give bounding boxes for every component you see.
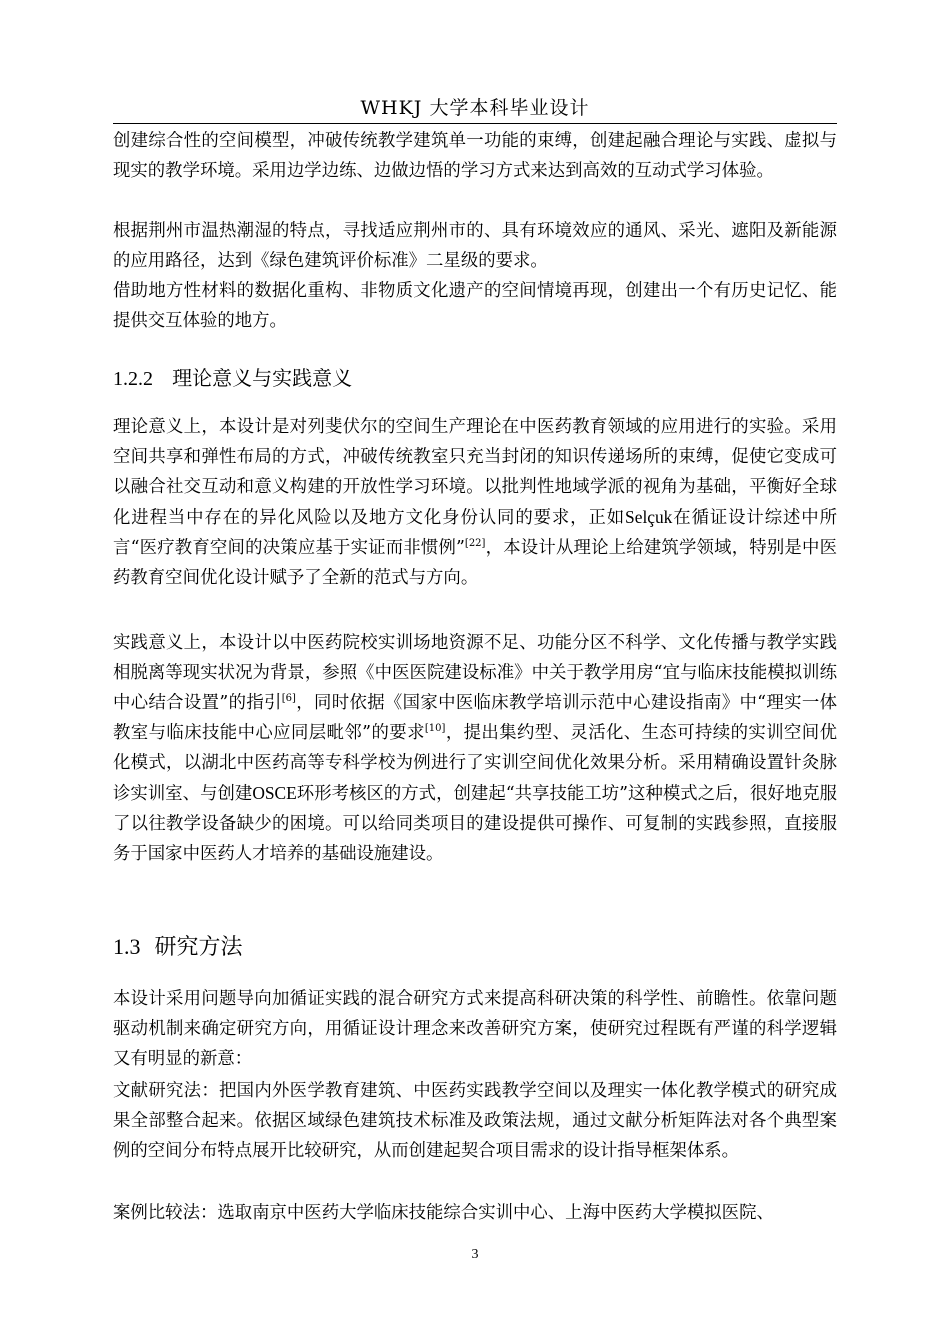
header-divider	[113, 123, 837, 124]
paragraph-goal-culture: 借助地方性材料的数据化重构、非物质文化遗产的空间情境再现，创建出一个有历史记忆、能提供交互体验的地方。	[113, 281, 837, 331]
paragraph-practice-significance	[113, 628, 837, 869]
page-number: 3	[471, 1247, 479, 1262]
citation-22: [22]	[464, 538, 486, 550]
section-title: 理论意义与实践意义	[172, 366, 353, 390]
paragraph-theory-significance	[113, 412, 837, 593]
header-title: WHKJ 大学本科毕业设计	[360, 97, 590, 119]
practice-text-3: ，提出集约型、灵活化、生态可持续的实训空间优化模式，以湖北中医药高等专科学校为例进行了实训空间优化效果分析。采用精确设置针灸脉诊实训室、与创建	[113, 723, 837, 804]
paragraph-goal-climate: 根据荆州市温热潮湿的特点，寻找适应荆州市的、具有环境效应的通风、采光、遮阳及新能源的应用路径，达到《绿色建筑评价标准》二星级的要求。	[113, 221, 837, 271]
paragraph-literature-method: 文献研究法：把国内外医学教育建筑、中医药实践教学空间以及理实一体化教学模式的研究成果全部整合起来。依据区域绿色建筑技术标准及政策法规，通过文献分析矩阵法对各个典型案例的空间分布特点展开比较研究，从而创建起契合项目需求的设计指导框架体系。	[113, 1081, 837, 1161]
paragraph-case-method: 案例比较法：选取南京中医药大学临床技能综合实训中心、上海中医药大学模拟医院、	[113, 1203, 774, 1223]
section-title: 研究方法	[154, 935, 243, 960]
section-heading-1-3	[113, 932, 837, 963]
theory-text-1: 理论意义上，本设计是对列斐伏尔的空间生产理论在中医药教育领域的应用进行的实验。采用空间共享和弹性布局的方式，冲破传统教室只充当封闭的知识传递场所的束缚，促使它变成可以融合社交互动和意义构建的开放性学习环境。以批判性地域学派的视角为基础，平衡好全球化进程当中存在的异化风险以及地方文化身份认同的要求，正如	[113, 417, 837, 528]
practice-text-1: 实践意义上，本设计以中医药院校实训场地资源不足、功能分区不科学、文化传播与教学实践相脱离等现实状况为背景，参照《中医医院建设标准》中关于教学用房“宜与临床技能模拟训练中心结合设置”的指引	[113, 633, 837, 713]
paragraph-method-overview: 本设计采用问题导向加循证实践的混合研究方式来提高科研决策的科学性、前瞻性。依靠问题驱动机制来确定研究方向，用循证设计理念来改善研究方案，使研究过程既有严谨的科学逻辑又有明显的新意：	[113, 989, 837, 1069]
osce-term: OSCE	[252, 783, 297, 803]
citation-6: [6]	[281, 693, 296, 705]
author-name: Selçuk	[625, 507, 673, 527]
practice-text-4: 环形考核区的方式，创建起“共享技能工坊”这种模式之后，很好地克服了以往教学设备缺少的困境。可以给同类项目的建设提供可操作、可复制的实践参照，直接服务于国家中医药人才培养的基础设施建设。	[113, 784, 837, 864]
practice-text-2: ，同时依据《国家中医临床教学培训示范中心建设指南》中“理实一体教室与临床技能中心应同层毗邻”的要求	[113, 693, 837, 743]
theory-text-2: 在循证设计综述中所言“医疗教育空间的决策应基于实证而非惯例”	[113, 508, 837, 558]
section-number: 1.3	[113, 934, 141, 959]
paragraph-goal-model: 创建综合性的空间模型，冲破传统教学建筑单一功能的束缚，创建起融合理论与实践、虚拟与现实的教学环境。采用边学边练、边做边悟的学习方式来达到高效的互动式学习体验。	[113, 131, 837, 181]
citation-10: [10]	[424, 723, 446, 735]
page-header	[113, 96, 837, 124]
section-number: 1.2.2	[113, 368, 153, 390]
section-heading-1-2-2	[113, 364, 837, 393]
theory-text-3: ，本设计从理论上给建筑学领域，特别是中医药教育空间优化设计赋予了全新的范式与方向。	[113, 538, 837, 588]
